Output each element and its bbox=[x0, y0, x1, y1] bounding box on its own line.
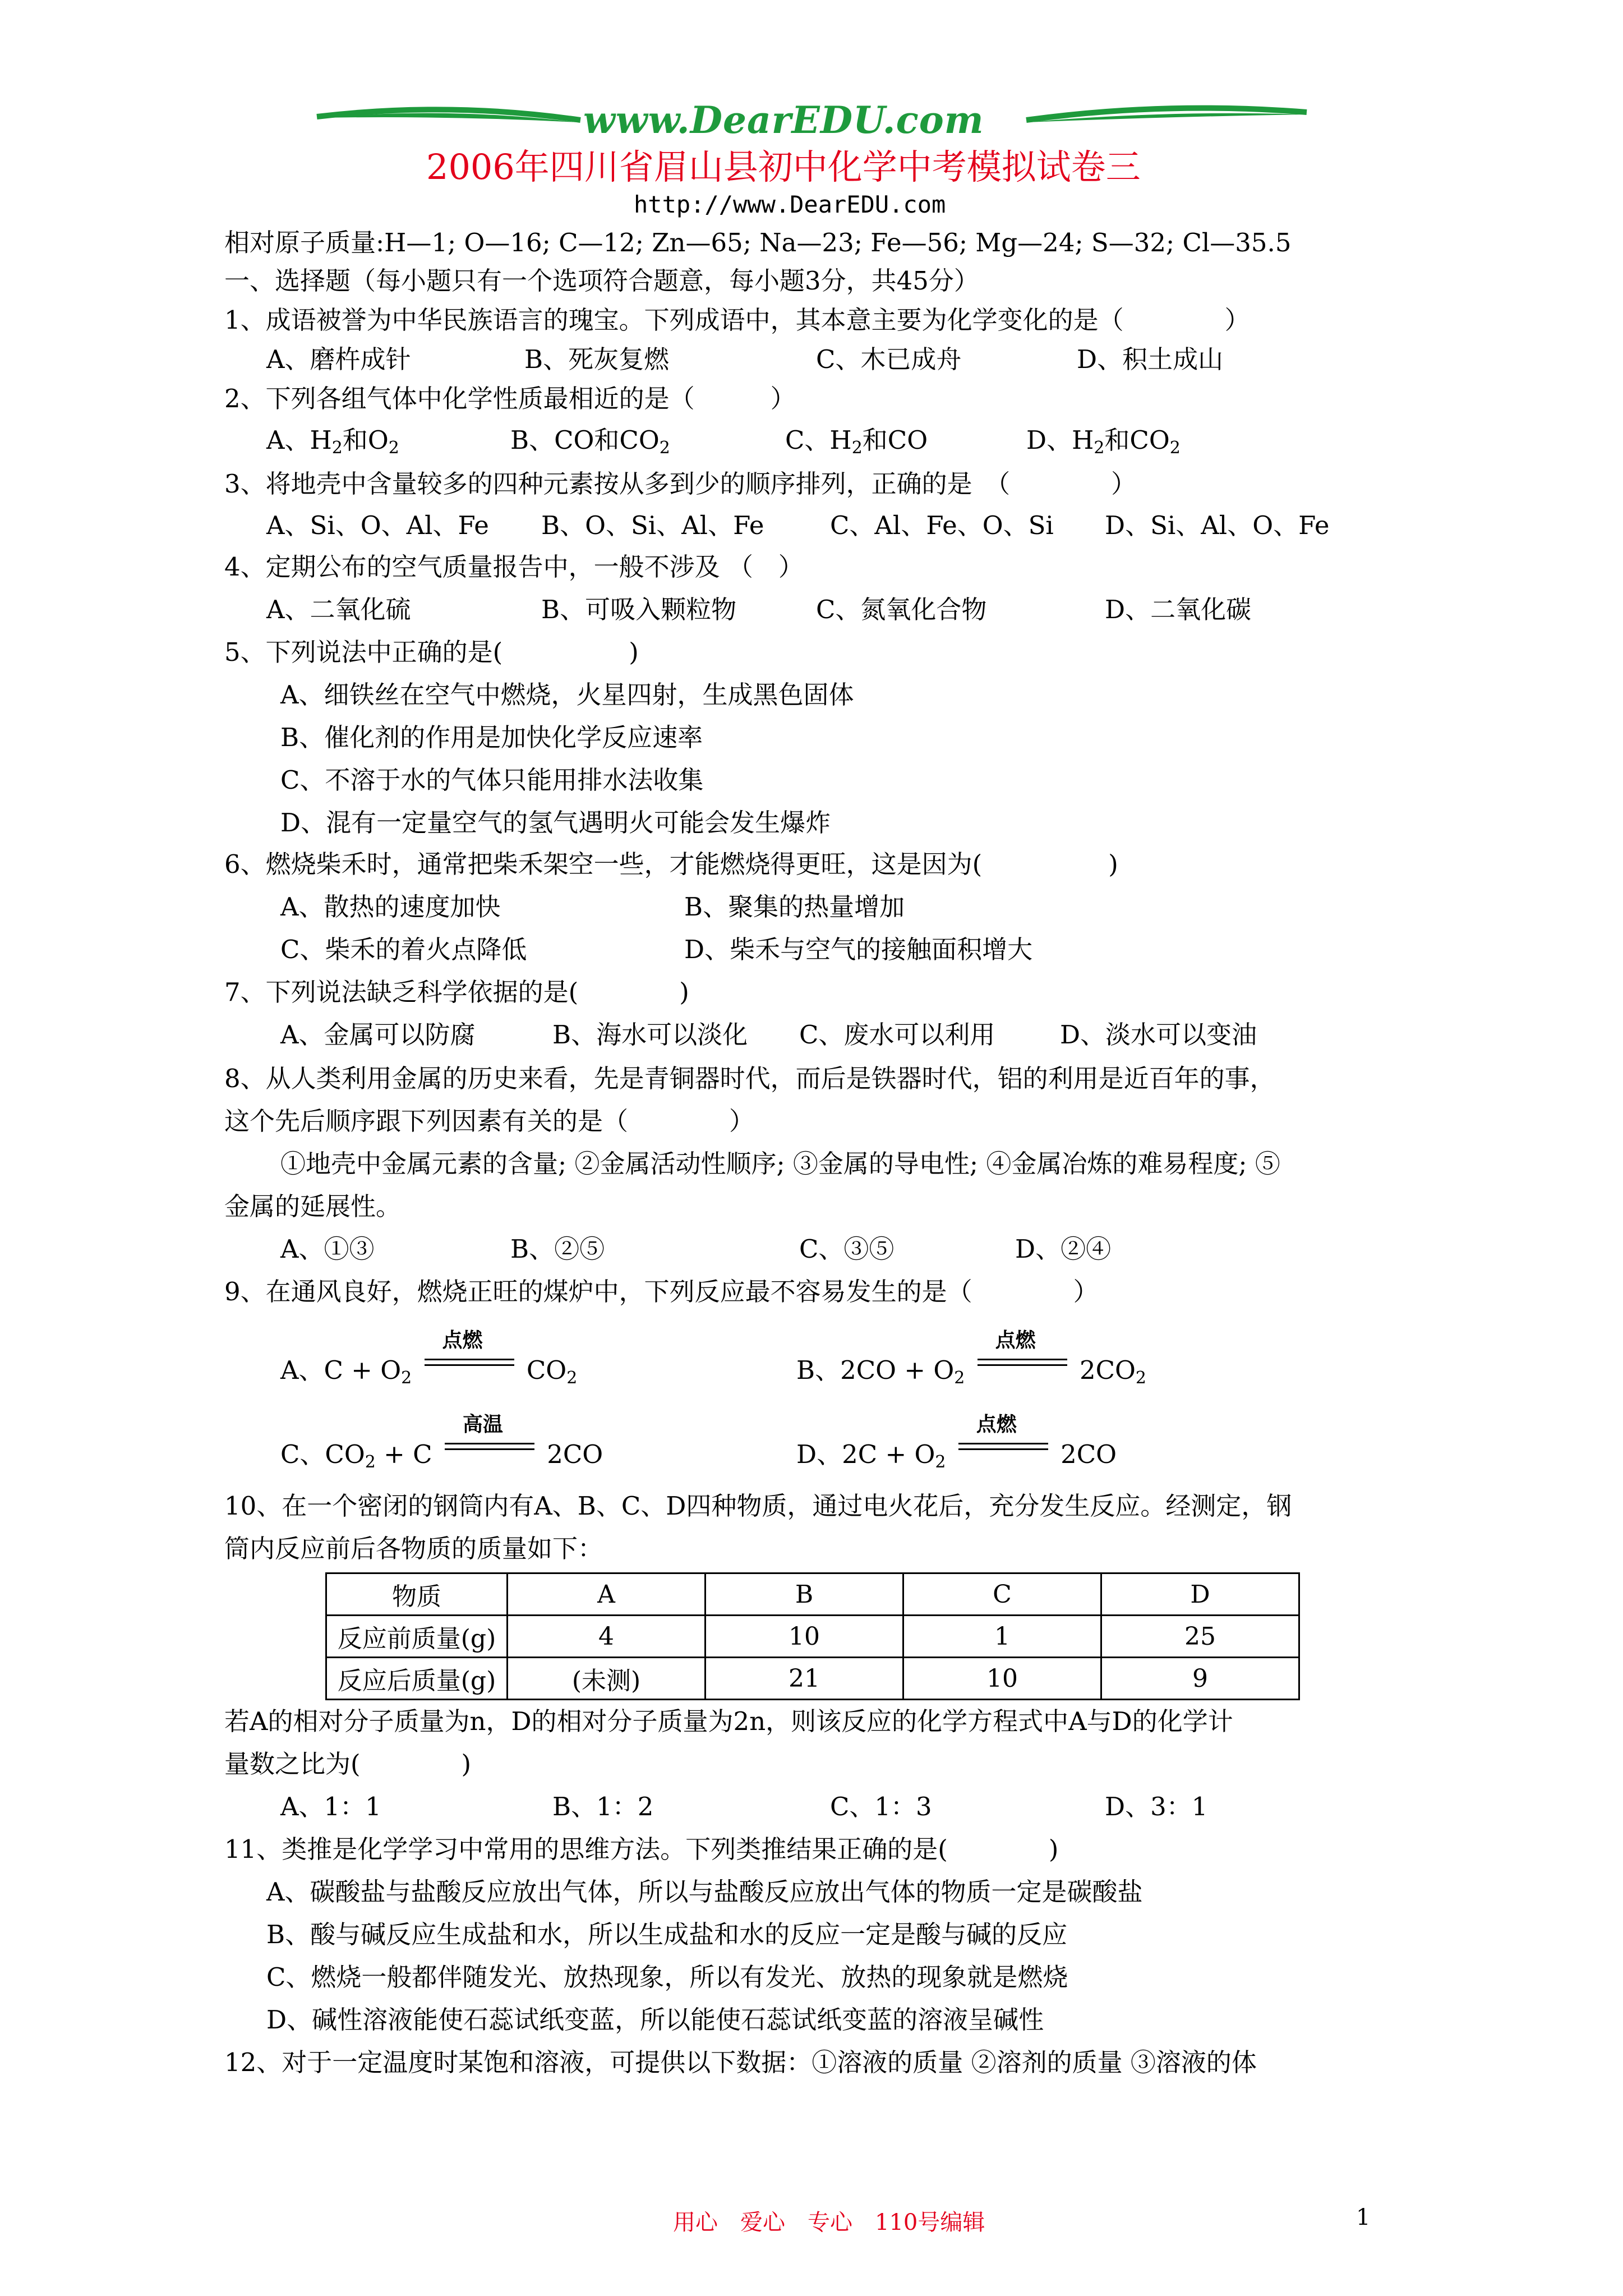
q1-option-a: A、磨杵成针 bbox=[266, 344, 411, 374]
reaction-condition: 高温 bbox=[462, 1413, 503, 1436]
q4-option-c: C、氮氧化合物 bbox=[816, 595, 987, 624]
q6-option-b: B、聚集的热量增加 bbox=[684, 892, 905, 922]
table-cell: 9 bbox=[1101, 1658, 1299, 1700]
question-12-stem: 12、对于一定温度时某饱和溶液，可提供以下数据：①溶液的质量 ②溶剂的质量 ③溶液的体 bbox=[224, 2047, 1257, 2077]
q7-option-d: D、淡水可以变油 bbox=[1060, 1020, 1257, 1050]
page-number: 1 bbox=[1356, 2205, 1371, 2230]
question-8-line1: 8、从人类利用金属的历史来看，先是青铜器时代，而后是铁器时代，铝的利用是近百年的事， bbox=[224, 1064, 1275, 1093]
question-10-line2: 筒内反应前后各物质的质量如下： bbox=[224, 1534, 603, 1563]
question-7-stem: 7、下列说法缺乏科学依据的是( ) bbox=[224, 977, 689, 1007]
q5-option-b: B、催化剂的作用是加快化学反应速率 bbox=[280, 723, 703, 752]
table-header-cell: B bbox=[706, 1573, 903, 1616]
q3-option-a: A、Si、O、Al、Fe bbox=[266, 510, 489, 540]
q5-option-c: C、不溶于水的气体只能用排水法收集 bbox=[280, 765, 704, 795]
atomic-masses: 相对原子质量:H—1; O—16; C—12; Zn—65; Na—23; Fe—56; Mg—24; S—32; Cl—35.5 bbox=[224, 228, 1292, 257]
table-cell: 10 bbox=[706, 1616, 903, 1658]
table-header-cell: D bbox=[1101, 1573, 1299, 1616]
q11-option-b: B、酸与碱反应生成盐和水，所以生成盐和水的反应一定是酸与碱的反应 bbox=[266, 1920, 1068, 1949]
q1-option-d: D、积土成山 bbox=[1077, 344, 1224, 374]
q8-option-a: A、①③ bbox=[280, 1234, 375, 1264]
q9-option-a: A、$C + O_2$ 点燃 $CO_2$ bbox=[280, 1329, 578, 1388]
table-header-cell: C bbox=[903, 1573, 1101, 1616]
question-10-line4: 量数之比为( ) bbox=[224, 1749, 472, 1779]
page-title: 2006年四川省眉山县初中化学中考模拟试卷三 bbox=[426, 146, 1141, 187]
table-header-cell: 物质 bbox=[326, 1573, 508, 1616]
q7-option-c: C、废水可以利用 bbox=[799, 1020, 995, 1050]
q7-option-a: A、金属可以防腐 bbox=[280, 1020, 476, 1050]
q10-option-b: B、1：2 bbox=[552, 1792, 654, 1821]
table-row bbox=[326, 1616, 1299, 1658]
q2-option-b: B、CO和$CO_2$ bbox=[510, 425, 670, 458]
q3-option-d: D、Si、Al、O、Fe bbox=[1105, 510, 1330, 540]
reaction-condition: 点燃 bbox=[995, 1329, 1036, 1352]
question-3-stem: 3、将地壳中含量较多的四种元素按从多到少的顺序排列，正确的是 （ ） bbox=[224, 469, 1137, 499]
question-9-stem: 9、在通风良好，燃烧正旺的煤炉中，下列反应最不容易发生的是（ ） bbox=[224, 1277, 1099, 1306]
q9-option-b: B、$2CO + O_2$ 点燃 $2CO_2$ bbox=[796, 1329, 1146, 1388]
q9-option-c: C、$CO_2 + C$ 高温 2CO bbox=[280, 1413, 603, 1472]
q4-option-b: B、可吸入颗粒物 bbox=[541, 595, 737, 624]
q5-option-d: D、混有一定量空气的氢气遇明火可能会发生爆炸 bbox=[280, 808, 831, 838]
q6-option-c: C、柴禾的着火点降低 bbox=[280, 935, 527, 964]
q6-option-d: D、柴禾与空气的接触面积增大 bbox=[684, 935, 1033, 964]
table-cell: 4 bbox=[508, 1616, 706, 1658]
q9-option-d: D、$2C + O_2$ 点燃 2CO bbox=[796, 1413, 1117, 1472]
q8-option-c: C、③⑤ bbox=[799, 1234, 895, 1264]
q11-option-d: D、碱性溶液能使石蕊试纸变蓝，所以能使石蕊试纸变蓝的溶液呈碱性 bbox=[266, 2005, 1044, 2035]
q1-option-c: C、木已成舟 bbox=[816, 344, 962, 374]
q4-option-d: D、二氧化碳 bbox=[1105, 595, 1252, 624]
table-row bbox=[326, 1658, 1299, 1700]
q8-option-d: D、②④ bbox=[1015, 1234, 1112, 1264]
question-10-line3: 若A的相对分子质量为n，D的相对分子质量为2n，则该反应的化学方程式中A与D的化学计 bbox=[224, 1706, 1233, 1736]
source-url[interactable]: http://www.DearEDU.com bbox=[634, 191, 946, 218]
section-heading: 一、选择题（每小题只有一个选项符合题意，每小题3分，共45分） bbox=[224, 266, 979, 296]
q2-option-d: D、$H_2$和$CO_2$ bbox=[1026, 425, 1181, 458]
table-cell: (未测) bbox=[508, 1658, 706, 1700]
table-cell: 反应前质量(g) bbox=[326, 1616, 508, 1658]
q11-option-c: C、燃烧一般都伴随发光、放热现象，所以有发光、放热的现象就是燃烧 bbox=[266, 1962, 1068, 1992]
q4-option-a: A、二氧化硫 bbox=[266, 595, 411, 624]
question-6-stem: 6、燃烧柴禾时，通常把柴禾架空一些，才能燃烧得更旺，这是因为( ) bbox=[224, 849, 1118, 879]
q1-option-b: B、死灰复燃 bbox=[524, 344, 670, 374]
q8-option-b: B、②⑤ bbox=[510, 1234, 605, 1264]
question-8-line4: 金属的延展性。 bbox=[224, 1191, 402, 1221]
table-cell: 21 bbox=[706, 1658, 903, 1700]
q6-option-a: A、散热的速度加快 bbox=[280, 892, 501, 922]
mass-table bbox=[325, 1572, 1300, 1700]
question-1-stem: 1、成语被誉为中华民族语言的瑰宝。下列成语中，其本意主要为化学变化的是（ ） bbox=[224, 305, 1250, 335]
question-8-line3: ①地壳中金属元素的含量; ②金属活动性顺序; ③金属的导电性; ④金属冶炼的难易程度; ⑤ bbox=[280, 1149, 1280, 1179]
q11-option-a: A、碳酸盐与盐酸反应放出气体，所以与盐酸反应放出气体的物质一定是碳酸盐 bbox=[266, 1877, 1143, 1907]
table-cell: 反应后质量(g) bbox=[326, 1658, 508, 1700]
q3-option-c: C、Al、Fe、O、Si bbox=[830, 510, 1054, 540]
table-header-cell: A bbox=[508, 1573, 706, 1616]
q10-option-c: C、1：3 bbox=[830, 1792, 932, 1821]
table-cell: 25 bbox=[1101, 1616, 1299, 1658]
question-5-stem: 5、下列说法中正确的是( ) bbox=[224, 637, 639, 667]
reaction-condition: 点燃 bbox=[442, 1329, 483, 1352]
table-cell: 10 bbox=[903, 1658, 1101, 1700]
q5-option-a: A、细铁丝在空气中燃烧，火星四射，生成黑色固体 bbox=[280, 680, 854, 710]
footer-text: 用心 爱心 专心 110号编辑 bbox=[673, 2210, 985, 2235]
q2-option-c: C、$H_2$和CO bbox=[785, 425, 928, 458]
table-cell: 1 bbox=[903, 1616, 1101, 1658]
q2-option-a: A、$H_2$和$O_2$ bbox=[266, 425, 399, 458]
question-4-stem: 4、定期公布的空气质量报告中，一般不涉及 （ ） bbox=[224, 552, 804, 582]
reaction-condition: 点燃 bbox=[976, 1413, 1017, 1436]
table-header-row bbox=[326, 1573, 1299, 1616]
question-11-stem: 11、类推是化学学习中常用的思维方法。下列类推结果正确的是( ) bbox=[224, 1834, 1059, 1864]
question-2-stem: 2、下列各组气体中化学性质最相近的是（ ） bbox=[224, 384, 796, 413]
question-8-line2: 这个先后顺序跟下列因素有关的是（ ） bbox=[224, 1106, 755, 1136]
question-10-line1: 10、在一个密闭的钢筒内有A、B、C、D四种物质，通过电火花后，充分发生反应。经测定，钢 bbox=[224, 1491, 1292, 1521]
q10-option-d: D、3：1 bbox=[1105, 1792, 1208, 1821]
q3-option-b: B、O、Si、Al、Fe bbox=[541, 510, 764, 540]
q10-option-a: A、1：1 bbox=[280, 1792, 381, 1821]
site-logo-text: www.DearEDU.com bbox=[583, 98, 984, 142]
q7-option-b: B、海水可以淡化 bbox=[552, 1020, 748, 1050]
